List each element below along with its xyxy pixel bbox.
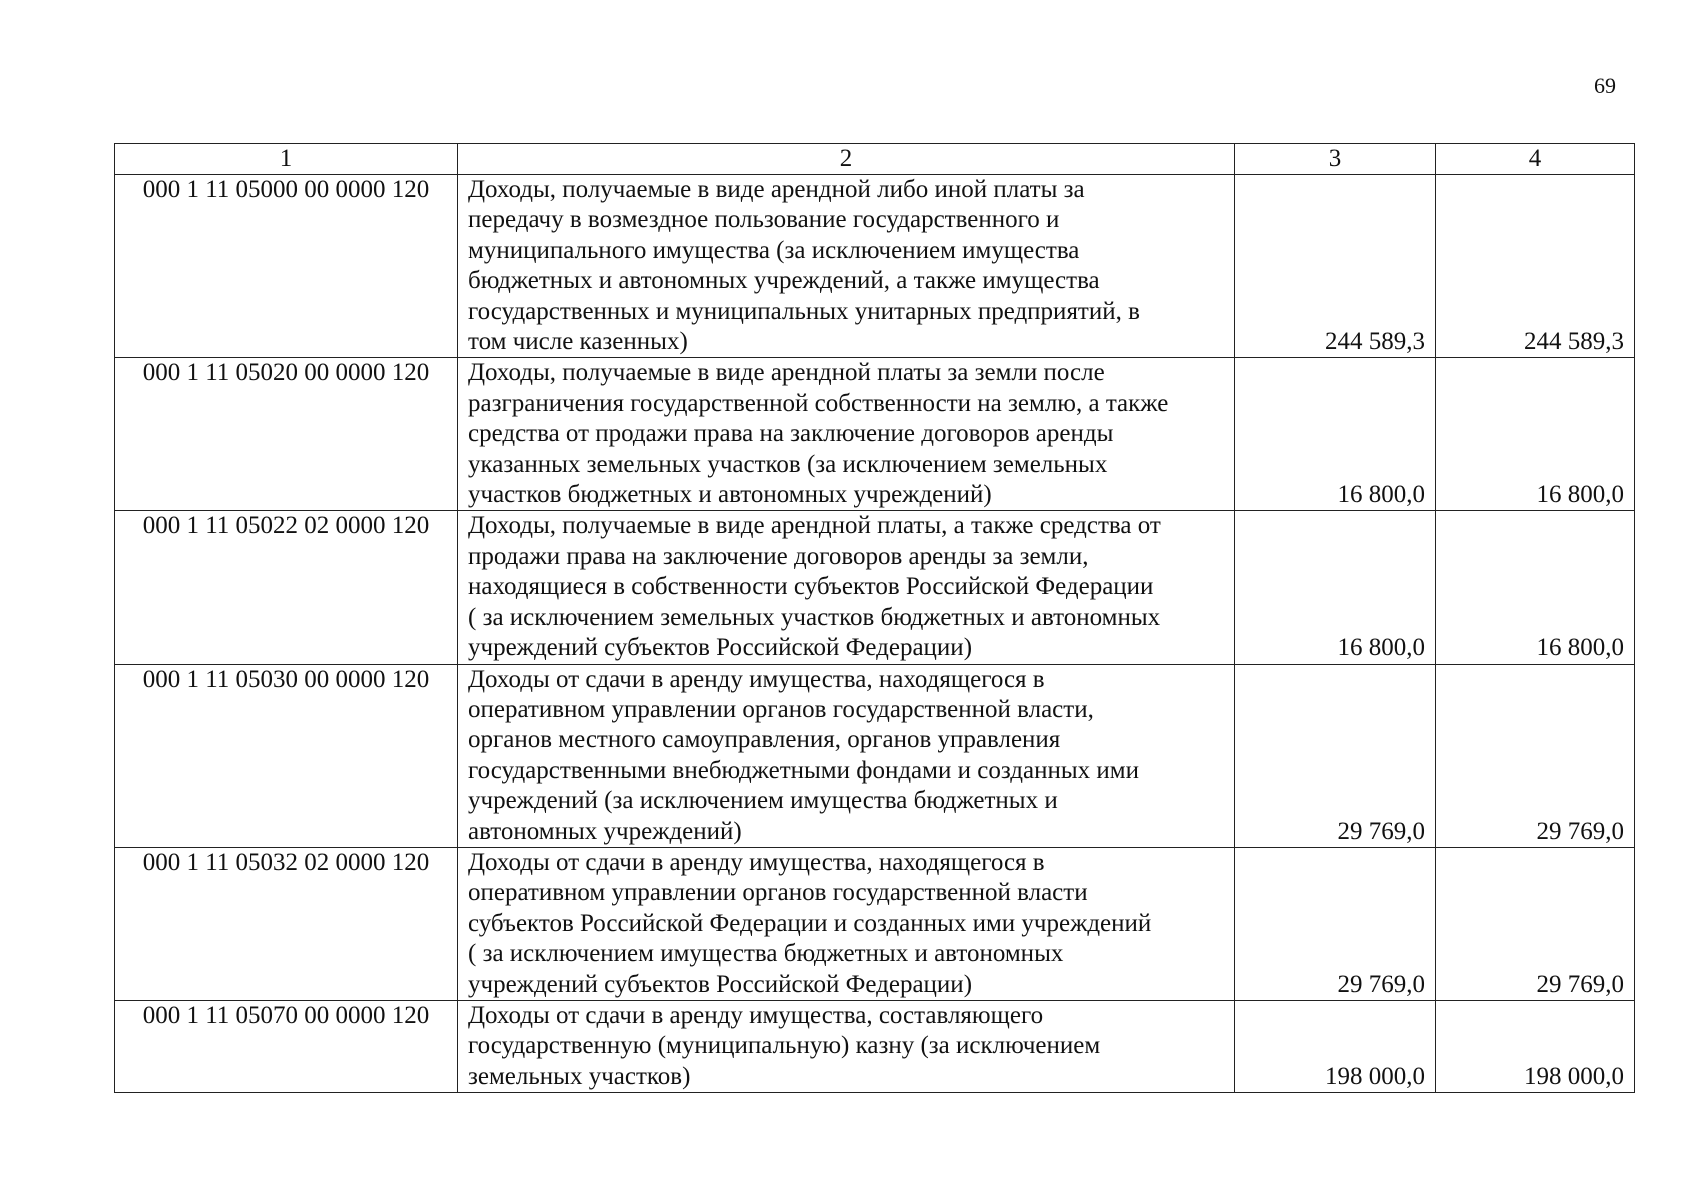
description-line: разграничения государственной собственности на землю, а также [468,389,1169,417]
amount-column-3-cell: 29 769,0 [1235,847,1436,1000]
description-line: указанных земельных участков (за исключением земельных [468,450,1108,478]
table-row [115,175,1635,358]
table-body [115,175,1635,1093]
description-line: передачу в возмездное пользование государственного и [468,206,1060,234]
description-line: учреждений субъектов Российской Федерации) [468,970,973,998]
revenue-code-cell: 000 1 11 05032 02 0000 120 [115,847,458,1000]
revenue-description-cell [458,664,1235,847]
budget-revenue-table [114,143,1635,1093]
page-number: 69 [1594,73,1616,98]
description-line: Доходы, получаемые в виде арендной платы, а также средства от [468,512,1161,540]
amount-column-3-cell: 198 000,0 [1235,1000,1436,1092]
description-line: Доходы от сдачи в аренду имущества, находящегося в [468,665,1045,693]
description-line: субъектов Российской Федерации и созданных ими учреждений [468,909,1152,937]
description-line: оперативном управлении органов государственной власти, [468,695,1094,723]
column-header-4: 4 [1436,144,1635,175]
description-line: бюджетных и автономных учреждений, а также имущества [468,267,1100,295]
table-row [115,511,1635,664]
description-line: средства от продажи права на заключение договоров аренды [468,420,1114,448]
revenue-description-cell [458,358,1235,511]
amount-column-4-cell: 198 000,0 [1436,1000,1635,1092]
description-line: участков бюджетных и автономных учреждений) [468,481,992,509]
amount-column-3-cell: 244 589,3 [1235,175,1436,358]
description-line: автономных учреждений) [468,817,742,845]
table-row [115,358,1635,511]
revenue-code-cell: 000 1 11 05022 02 0000 120 [115,511,458,664]
amount-column-3-cell: 16 800,0 [1235,511,1436,664]
description-line: Доходы, получаемые в виде арендной платы за земли после [468,359,1105,387]
revenue-description-cell [458,511,1235,664]
description-line: органов местного самоуправления, органов управления [468,726,1061,754]
description-line: находящиеся в собственности субъектов Российской Федерации [468,573,1154,601]
amount-column-4-cell: 16 800,0 [1436,358,1635,511]
description-line: ( за исключением имущества бюджетных и автономных [468,940,1064,968]
description-line: учреждений субъектов Российской Федерации) [468,634,973,662]
description-line: земельных участков) [468,1062,691,1090]
column-header-1: 1 [115,144,458,175]
table-header-row [115,144,1635,175]
description-line: государственных и муниципальных унитарных предприятий, в [468,297,1140,325]
amount-column-4-cell: 16 800,0 [1436,511,1635,664]
revenue-description-cell [458,175,1235,358]
revenue-code-cell: 000 1 11 05070 00 0000 120 [115,1000,458,1092]
description-line: Доходы, получаемые в виде арендной либо иной платы за [468,176,1085,203]
description-line: Доходы от сдачи в аренду имущества, составляющего [468,1001,1044,1029]
description-line: оперативном управлении органов государственной власти [468,879,1088,907]
revenue-code-cell: 000 1 11 05030 00 0000 120 [115,664,458,847]
description-line: продажи права на заключение договоров аренды за земли, [468,542,1089,570]
column-header-3: 3 [1235,144,1436,175]
description-line: учреждений (за исключением имущества бюджетных и [468,787,1058,815]
amount-column-4-cell: 29 769,0 [1436,847,1635,1000]
description-line: государственными внебюджетными фондами и созданных ими [468,756,1139,784]
revenue-description-cell [458,847,1235,1000]
description-line: Доходы от сдачи в аренду имущества, находящегося в [468,848,1045,876]
table-row [115,664,1635,847]
revenue-description-cell [458,1000,1235,1092]
description-line: том числе казенных) [468,328,688,356]
table-row [115,1000,1635,1092]
amount-column-3-cell: 29 769,0 [1235,664,1436,847]
revenue-code-cell: 000 1 11 05000 00 0000 120 [115,175,458,358]
revenue-code-cell: 000 1 11 05020 00 0000 120 [115,358,458,511]
column-header-2: 2 [458,144,1235,175]
amount-column-4-cell: 29 769,0 [1436,664,1635,847]
amount-column-3-cell: 16 800,0 [1235,358,1436,511]
description-line: ( за исключением земельных участков бюджетных и автономных [468,603,1161,631]
amount-column-4-cell: 244 589,3 [1436,175,1635,358]
description-line: муниципального имущества (за исключением имущества [468,236,1080,264]
description-line: государственную (муниципальную) казну (за исключением [468,1032,1101,1060]
table-row [115,847,1635,1000]
